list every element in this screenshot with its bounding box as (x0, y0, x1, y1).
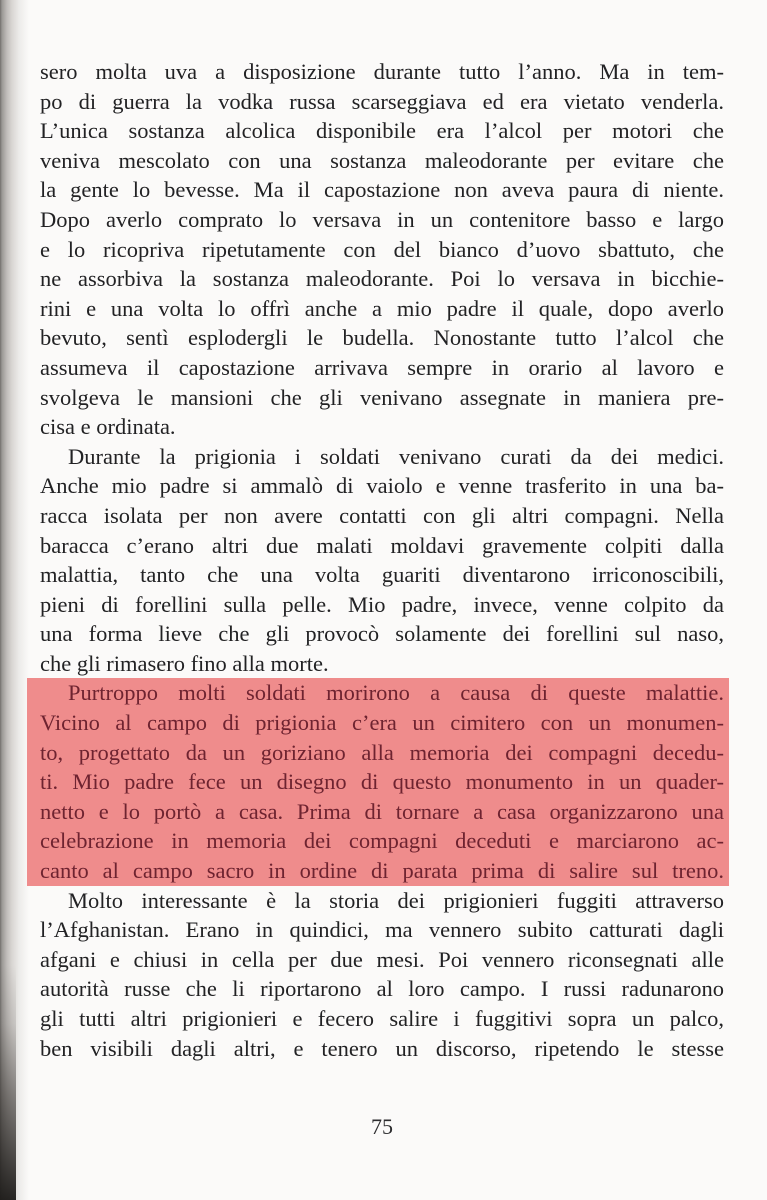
text-line: Molto interessante è la storia dei prigionieri fuggiti attraverso (68, 887, 724, 913)
text-line: Durante la prigionia i soldati venivano curati da dei medici. (68, 443, 724, 469)
text-line: l’Afghanistan. Erano in quindici, ma vennero subito catturati dagli (40, 917, 724, 943)
text-line-highlighted: Vicino al campo di prigionia c’era un cimitero con un monumen- (40, 708, 724, 738)
text-line: racca isolata per non avere contatti con gli altri compagni. Nella (40, 502, 724, 528)
text-line: afgani e chiusi in cella per due mesi. Poi vennero riconsegnati alle (40, 946, 724, 972)
text-line: po di guerra la vodka russa scarseggiava ed era vietato venderla. (40, 88, 724, 114)
text-line-highlighted: netto e lo portò a casa. Prima di tornare a casa organizzarono una (40, 797, 724, 827)
text-line: la gente lo bevesse. Ma il capostazione non aveva paura di niente. (40, 177, 724, 203)
book-edge-shadow (0, 965, 16, 1200)
page-text (40, 57, 724, 1063)
text-line: ne assorbiva la sostanza maleodorante. Poi lo versava in bicchie- (40, 266, 724, 292)
text-line: pieni di forellini sulla pelle. Mio padre, invece, venne colpito da (40, 591, 724, 617)
text-line-highlighted: to, progettato da un goriziano alla memoria dei compagni decedu- (40, 738, 724, 768)
text-line: veniva mescolato con una sostanza maleodorante per evitare che (40, 147, 724, 173)
text-line: autorità russe che li riportarono al loro campo. I russi radunarono (40, 976, 724, 1002)
text-line: e lo ricopriva ripetutamente con del bianco d’uovo sbattuto, che (40, 236, 724, 262)
text-line: malattia, tanto che una volta guariti diventarono irriconoscibili, (40, 562, 724, 588)
text-line: rini e una volta lo offrì anche a mio padre il quale, dopo averlo (40, 295, 724, 321)
text-line: ben visibili dagli altri, e tenero un discorso, ripetendo le stesse (40, 1035, 724, 1061)
text-line: svolgeva le mansioni che gli venivano assegnate in maniera pre- (40, 384, 724, 410)
text-line-highlighted: canto al campo sacro in ordine di parata prima di salire sul treno. (40, 856, 724, 886)
text-line: baracca c’erano altri due malati moldavi gravemente colpiti dalla (40, 532, 724, 558)
text-line-highlighted: celebrazione in memoria dei compagni deceduti e marciarono ac- (40, 826, 724, 856)
text-line-highlighted: ti. Mio padre fece un disegno di questo monumento in un quader- (40, 767, 724, 797)
text-line: Anche mio padre si ammalò di vaiolo e venne trasferito in una ba- (40, 473, 724, 499)
text-line: sero molta uva a disposizione durante tutto l’anno. Ma in tem- (40, 59, 724, 84)
text-line-highlighted: Purtroppo molti soldati morirono a causa di queste malattie. (40, 678, 724, 708)
page-number: 75 (371, 1114, 393, 1139)
text-line: Dopo averlo comprato lo versava in un contenitore basso e largo (40, 206, 724, 232)
text-line: gli tutti altri prigionieri e fecero salire i fuggitivi sopra un palco, (40, 1006, 724, 1031)
text-line: che gli rimasero fino alla morte. (40, 650, 329, 676)
text-line: bevuto, sentì esplodergli le budella. Nonostante tutto l’alcol che (40, 325, 724, 351)
text-line: assumeva il capostazione arrivava sempre in orario al lavoro e (40, 354, 724, 380)
text-line: cisa e ordinata. (40, 414, 176, 440)
text-line: una forma lieve che gli provocò solamente dei forellini sul naso, (40, 621, 724, 647)
text-line: L’unica sostanza alcolica disponibile era l’alcol per motori che (40, 118, 724, 144)
